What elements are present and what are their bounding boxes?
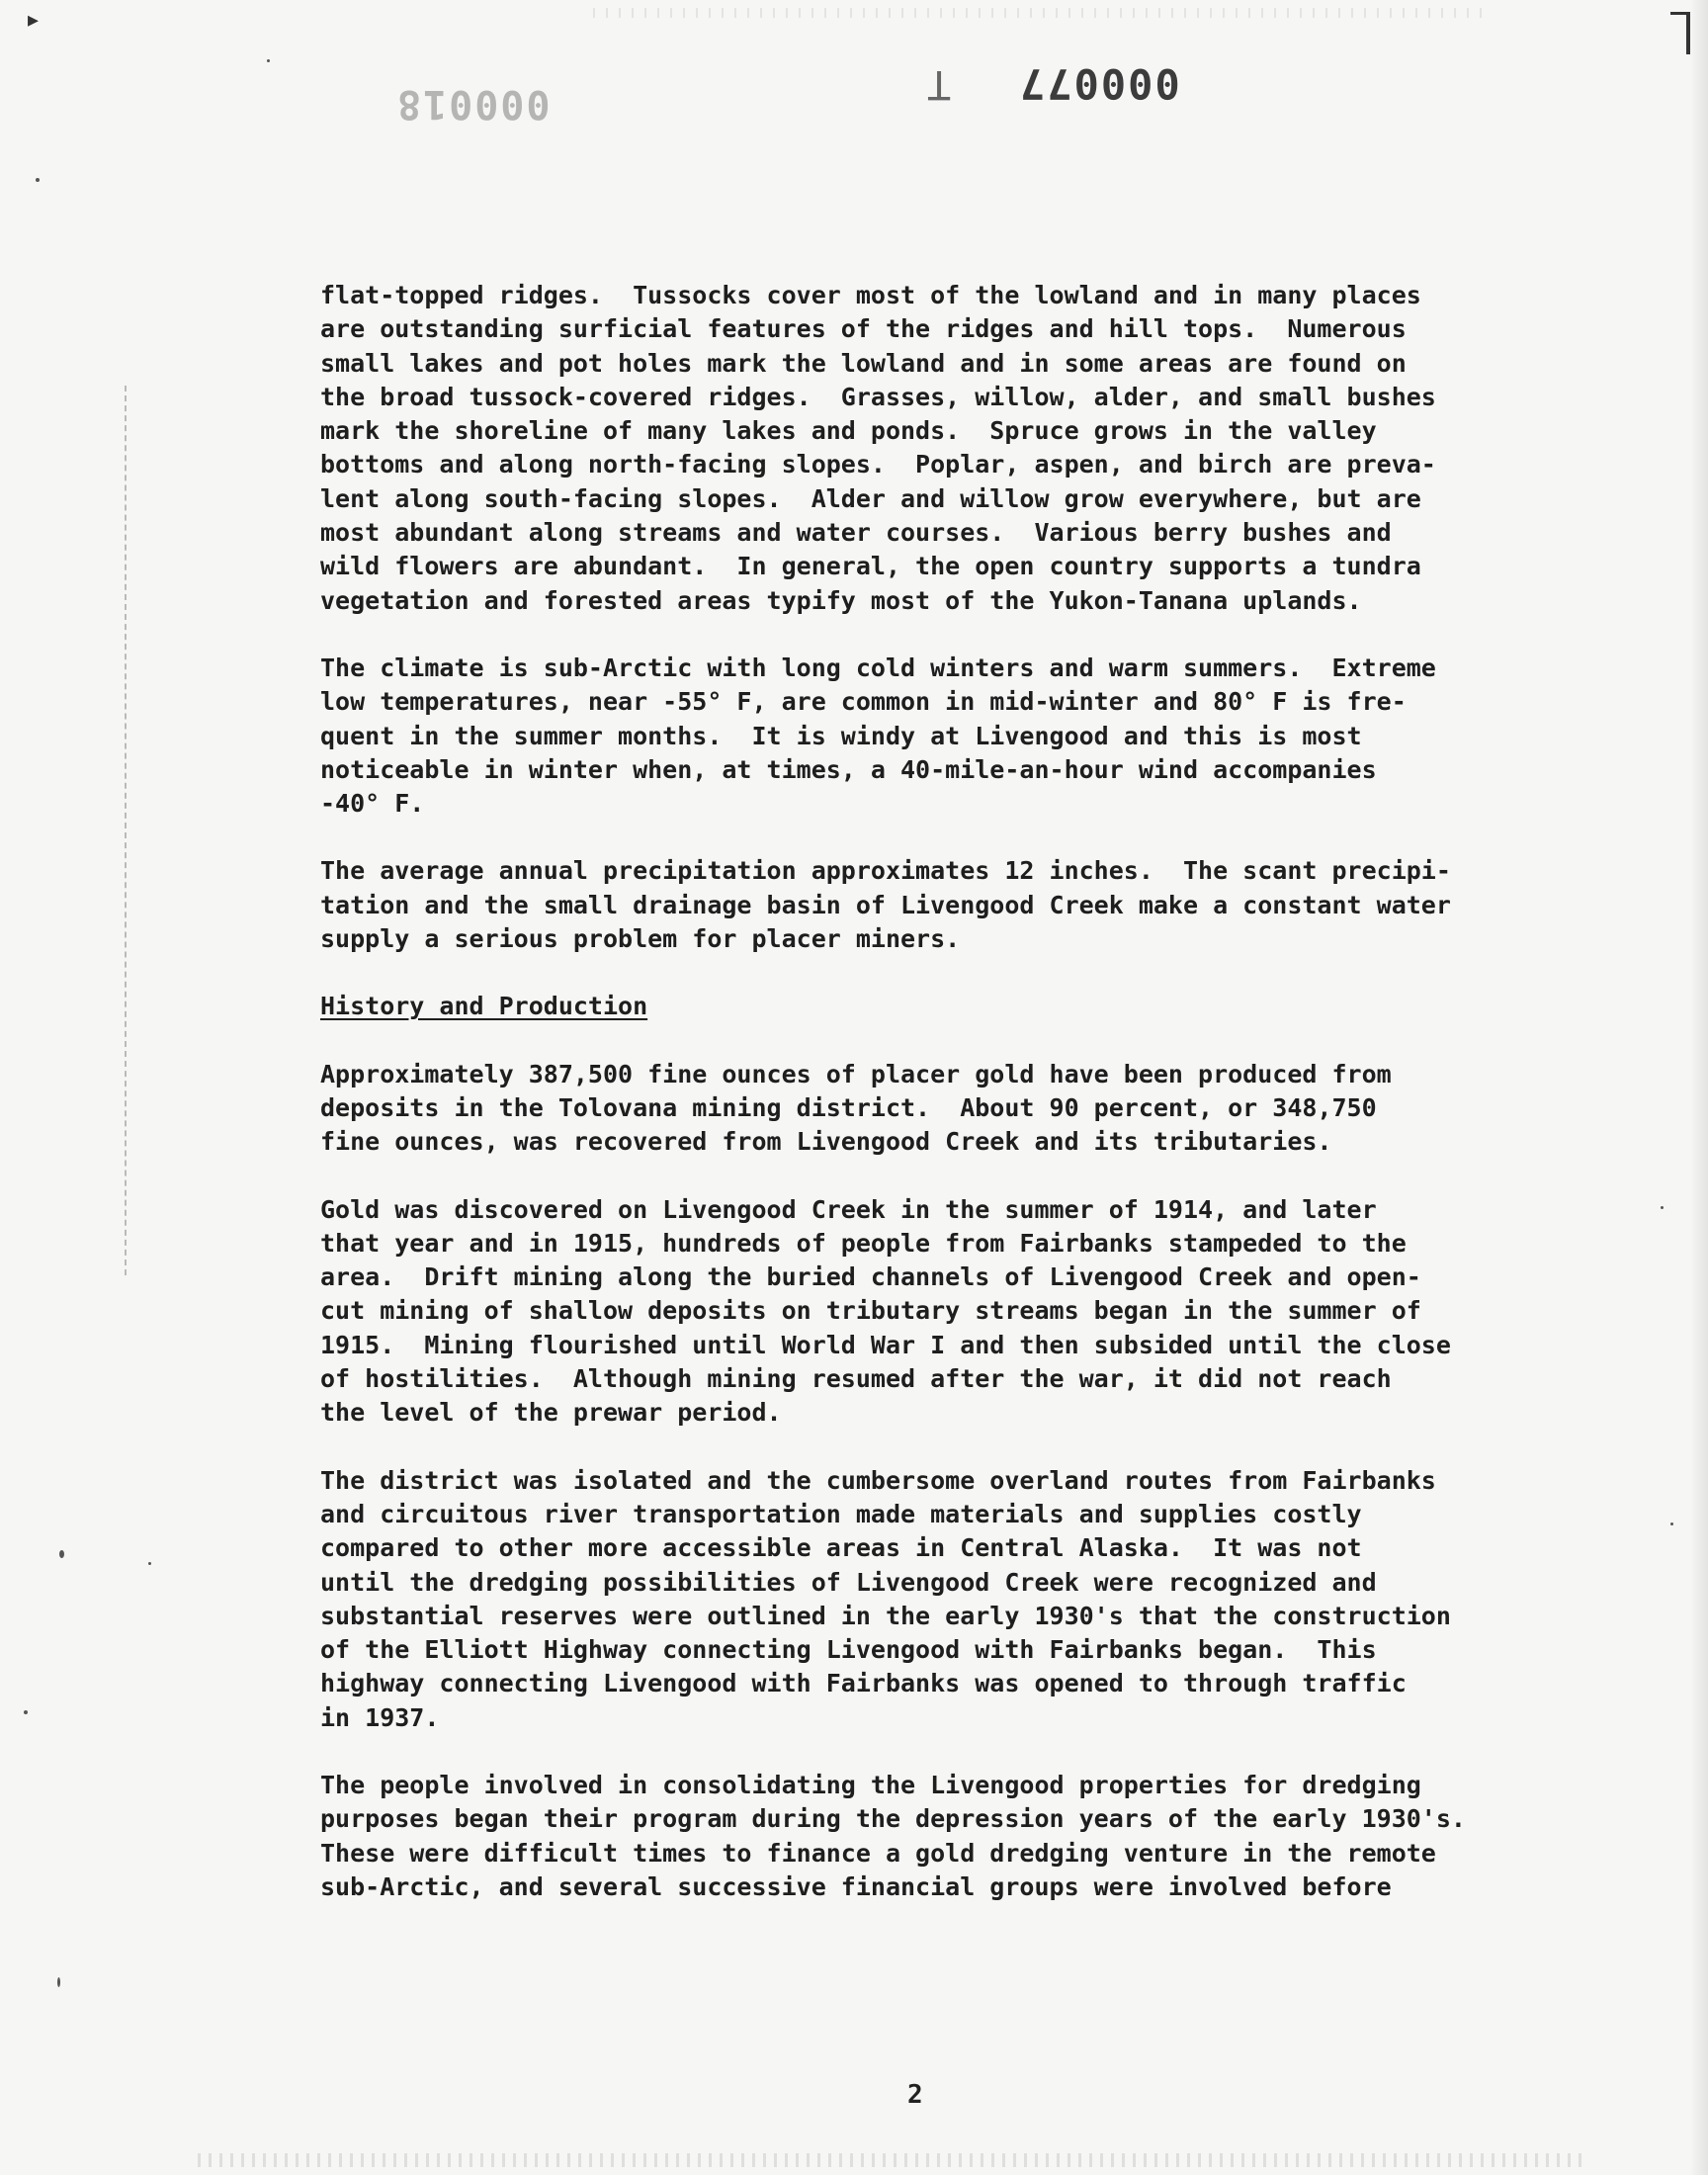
scan-speck: [1670, 1522, 1673, 1525]
section-heading: History and Production: [320, 992, 648, 1021]
scan-speck: [267, 59, 270, 62]
scan-speck: [59, 1550, 64, 1558]
scan-speck: [36, 178, 40, 182]
scan-margin-line: [125, 386, 127, 1275]
scan-artifact-bottom: [198, 2153, 1581, 2167]
paragraph-isolation: The district was isolated and the cumbersome overland routes from Fairbanks and circuitous river transportation made materials and supplies costly compared to other more accessible areas in Central Alaska. It was not until the dredging possibilities of Livengood Creek were recognized and substantial reserves were outlined in the early 1930's that the construction of the Elliott Highway connecting Livengood with Fairbanks began. This highway connecting Livengood with Fairbanks was opened to through traffic in 1937.: [320, 1465, 1451, 1732]
scan-speck: [148, 1562, 151, 1565]
scan-artifact-top: [593, 8, 1483, 18]
scan-speck: [24, 1710, 28, 1714]
paragraph-precipitation: The average annual precipitation approximates 12 inches. The scant precipi- tation and the small drainage basin of Livengood Creek make a constant water supply a serious problem for placer miners.: [320, 856, 1451, 954]
paragraph-climate: The climate is sub-Arctic with long cold winters and warm summers. Extreme low temperatures, near -55° F, are common in mid-winter and 80° F is fre- quent in the summer months. It is windy at Livengood and this is most noticeable in winter when, at times, a 40-mile-an-hour wind accompanies -40° F.: [320, 652, 1436, 819]
page-number: 2: [907, 2080, 923, 2110]
scan-right-edge: [1690, 0, 1708, 2175]
paragraph-production: Approximately 387,500 fine ounces of placer gold have been produced from deposits in the Tolovana mining district. About 90 percent, or 348,750 fine ounces, was recovered from Livengood Creek and its tributaries.: [320, 1059, 1392, 1157]
scan-arrow-mark: ▸: [28, 8, 40, 33]
bates-number-faint: 000018: [395, 81, 551, 127]
paragraph-vegetation: flat-topped ridges. Tussocks cover most of the lowland and in many places are outstanding surficial features of the ridges and hill tops. Numerous small lakes and pot holes mark the lowland and in some areas are found on the broad tussock-covered ridges. Grasses, willow, alder, and small bushes mark the shoreline of many lakes and ponds. Spruce grows in the valley bottoms and along north-facing slopes. Poplar, aspen, and birch are preva- lent along south-facing slopes. Alder and willow grow everywhere, but are most abundant along streams and water courses. Various berry bushes and wild flowers are abundant. In general, the open country supports a tundra vegetation and forested areas typify most of the Yukon-Tanana uplands.: [320, 281, 1436, 615]
scan-corner-mark: [1670, 12, 1690, 54]
body-text: [320, 279, 1605, 1938]
paragraph-dredging: The people involved in consolidating the Livengood properties for dredging purposes began their program during the depression years of the early 1930's. These were difficult times to finance a gold dredging venture in the remote sub-Arctic, and several successive financial groups were involved before: [320, 1770, 1466, 1901]
paragraph-discovery: Gold was discovered on Livengood Creek in the summer of 1914, and later that year and in 1915, hundreds of people from Fairbanks stampeded to the area. Drift mining along the buried channels of Livengood Creek and open- cut mining of shallow deposits on tributary streams began in the summer of 1915. Mining flourished until World War I and then subsided until the close of hostilities. Although mining resumed after the war, it did not reach the level of the prewar period.: [320, 1194, 1451, 1428]
bates-mark: T: [927, 61, 952, 107]
bates-number: 000077: [1018, 59, 1180, 108]
scan-speck: [1661, 1206, 1664, 1209]
scan-speck: [57, 1977, 60, 1987]
